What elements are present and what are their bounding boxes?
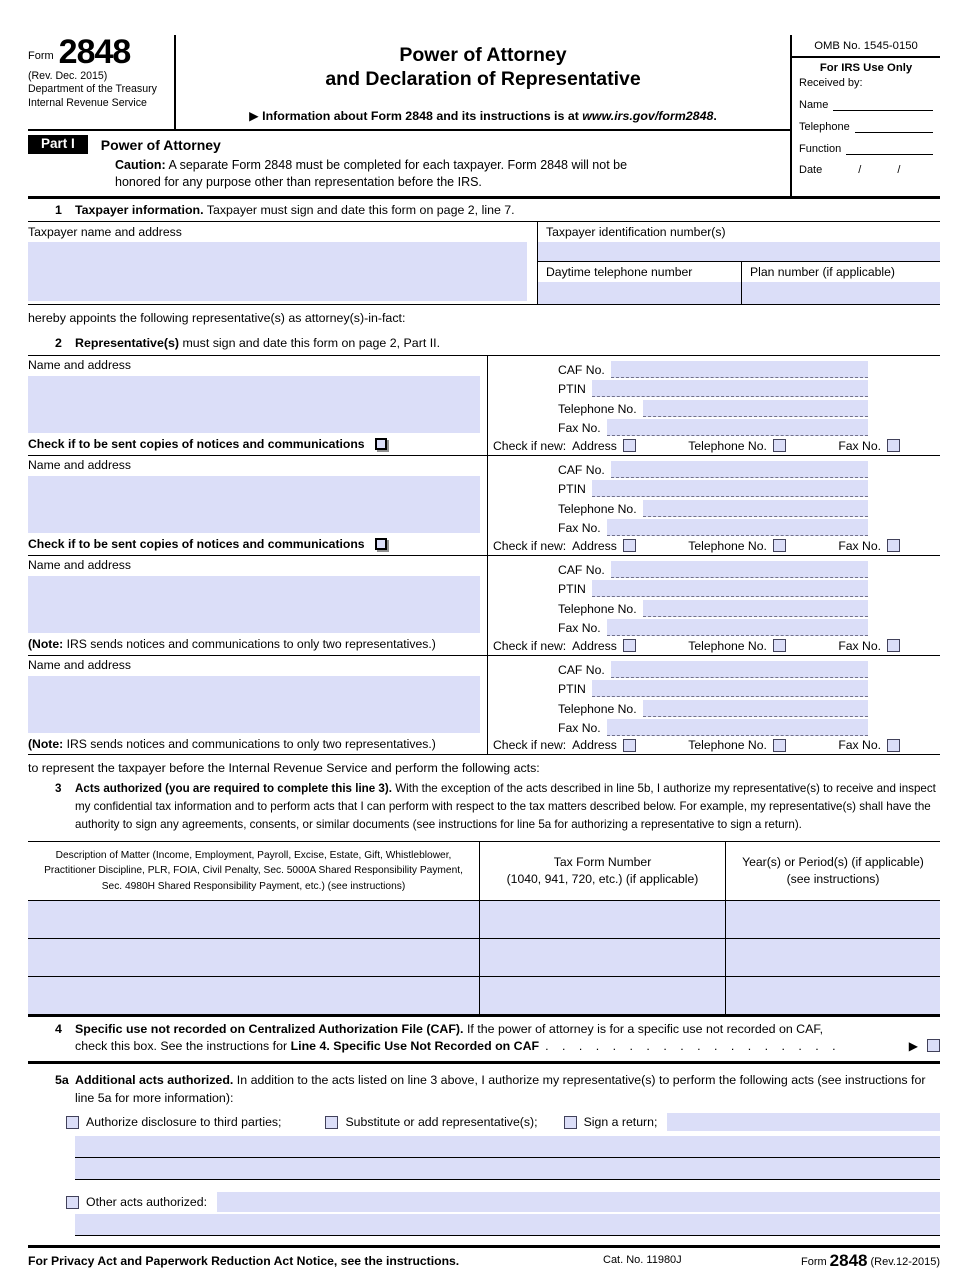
- new-fax-label: Fax No.: [838, 538, 881, 553]
- rep2-fax-label: Fax No.: [558, 521, 601, 535]
- specific-use-checkbox[interactable]: [927, 1039, 940, 1052]
- form-title: Power of Attorney and Declaration of Representative: [325, 44, 641, 91]
- rep2-copies-label: Check if to be sent copies of notices and communications: [28, 537, 365, 551]
- line4-check-row: check this box. See the instructions for Line 4. Specific Use Not Recorded on CAF . . . . . . . . . . . . . . . . . . ▶: [75, 1039, 940, 1053]
- additional-acts-row: [66, 1113, 940, 1131]
- rep3-check-if-new-row: [488, 636, 940, 655]
- form-word: Form: [28, 50, 54, 63]
- taxpayer-info-table: [28, 221, 940, 305]
- rep3-ptin-input[interactable]: [592, 580, 868, 597]
- rep4-fax-label: Fax No.: [558, 721, 601, 735]
- catalog-number: Cat. No. 11980J: [603, 1254, 682, 1267]
- rep2-fax-input[interactable]: [607, 519, 868, 536]
- rep3-name-address-field[interactable]: [28, 576, 480, 633]
- description-of-matter-header: Description of Matter (Income, Employment, Payroll, Excise, Estate, Gift, Whistleblower, Practitioner Discipline, PLR, FOIA, Civil Penalty, Sec. 5000A Shared Responsibility Payment, Sec. 4980H Shared Responsibility Payment, etc.) (see instructions): [28, 842, 480, 900]
- rep4-ptin-input[interactable]: [592, 680, 868, 697]
- form-header: [28, 35, 940, 199]
- additional-acts-field-1[interactable]: [75, 1136, 940, 1158]
- taxpayer-name-address-field[interactable]: [28, 242, 527, 301]
- rep1-telephone-label: Telephone No.: [558, 401, 637, 416]
- rep2-copies-checkbox[interactable]: [375, 538, 387, 550]
- rep1-new-fax-checkbox[interactable]: [887, 439, 900, 452]
- rep1-name-address-label: Name and address: [28, 358, 131, 372]
- line5a-heading: 5a Additional acts authorized. In addition to the acts listed on line 3 above, I authorize my representative(s) to perform the following acts (see instructions for line 5a for more information):: [28, 1064, 940, 1108]
- footer-form-id: Form 2848 (Rev.12-2015): [801, 1251, 940, 1271]
- iu-name-label: Name: [799, 99, 829, 111]
- other-acts-checkbox[interactable]: [66, 1196, 79, 1209]
- iu-name-line: [833, 98, 933, 111]
- rep4-telephone-label: Telephone No.: [558, 701, 637, 716]
- part1-band: [28, 131, 640, 196]
- new-address-label: Address: [572, 538, 617, 553]
- rep3-new-telephone-checkbox[interactable]: [773, 639, 786, 652]
- other-acts-row: [66, 1192, 940, 1212]
- description-field-1[interactable]: [28, 901, 480, 938]
- line2-heading: 2 Representative(s) must sign and date this form on page 2, Part II.: [28, 332, 940, 355]
- rep1-telephone-input[interactable]: [643, 400, 868, 417]
- rep3-new-fax-checkbox[interactable]: [887, 639, 900, 652]
- authorize-disclosure-checkbox[interactable]: [66, 1116, 79, 1129]
- rep1-ptin-input[interactable]: [592, 380, 868, 397]
- date-slash: /: [858, 164, 862, 176]
- privacy-act-notice: For Privacy Act and Paperwork Reduction Act Notice, see the instructions.: [28, 1254, 460, 1269]
- date-slash: /: [897, 164, 901, 176]
- rep3-telephone-input[interactable]: [643, 600, 868, 617]
- rep2-ptin-label: PTIN: [558, 482, 586, 496]
- other-acts-field[interactable]: [217, 1192, 940, 1212]
- rep1-copies-label: Check if to be sent copies of notices and communications: [28, 437, 365, 451]
- rep2-check-if-new-row: [488, 536, 940, 555]
- daytime-phone-label: Daytime telephone number: [546, 265, 693, 279]
- agency-label: Internal Revenue Service: [28, 96, 147, 109]
- rep3-new-address-checkbox[interactable]: [623, 639, 636, 652]
- iu-function-line: [846, 142, 933, 155]
- representative-block-1: [28, 355, 940, 455]
- iu-telephone-line: [855, 120, 933, 133]
- line5a-number: 5a: [55, 1072, 69, 1087]
- iu-function-label: Function: [799, 143, 842, 155]
- line4-number: 4: [55, 1021, 62, 1036]
- years-field-1[interactable]: [726, 901, 940, 938]
- dot-leader: . . . . . . . . . . . . . . . . . .: [545, 1038, 841, 1053]
- part1-badge: Part I: [28, 135, 88, 154]
- substitute-representative-label: Substitute or add representative(s);: [345, 1115, 538, 1130]
- form-number-box: [28, 35, 176, 129]
- acts-table-row-2: [28, 938, 940, 976]
- rep4-new-address-checkbox[interactable]: [623, 739, 636, 752]
- new-telephone-label: Telephone No.: [688, 438, 767, 453]
- rep4-new-fax-checkbox[interactable]: [887, 739, 900, 752]
- new-telephone-label: Telephone No.: [688, 638, 767, 653]
- rep4-name-address-field[interactable]: [28, 676, 480, 733]
- department-label: Department of the Treasury: [28, 83, 157, 96]
- arrow-icon: ▶: [908, 1038, 918, 1053]
- rep4-fax-input[interactable]: [607, 719, 868, 736]
- check-if-new-label: Check if new:: [493, 638, 567, 653]
- arrow-icon: ▶: [249, 109, 259, 123]
- iu-date-label: Date: [799, 164, 823, 176]
- rep2-new-telephone-checkbox[interactable]: [773, 539, 786, 552]
- other-acts-label: Other acts authorized:: [86, 1195, 207, 1210]
- tax-form-field-2[interactable]: [480, 939, 726, 976]
- omb-number: OMB No. 1545-0150: [792, 35, 940, 58]
- line1-heading: 1 Taxpayer information. Taxpayer must sign and date this form on page 2, line 7.: [28, 199, 940, 221]
- rep1-caf-input[interactable]: [611, 361, 868, 378]
- rep2-caf-label: CAF No.: [558, 462, 605, 477]
- rep1-ptin-label: PTIN: [558, 382, 586, 396]
- representative-block-4: [28, 655, 940, 755]
- received-by-label: Received by:: [799, 77, 863, 89]
- rep1-fax-input[interactable]: [607, 419, 868, 436]
- rep1-copies-checkbox[interactable]: [375, 438, 387, 450]
- taxpayer-name-address-label: Taxpayer name and address: [28, 225, 182, 239]
- new-address-label: Address: [572, 638, 617, 653]
- caution-text: Caution: A separate Form 2848 must be completed for each taxpayer. Form 2848 will not be honored for any purpose other than representation before the IRS.: [115, 158, 628, 189]
- line4-heading: 4 Specific use not recorded on Centralized Authorization File (CAF). If the power of attorney is for a specific use not recorded on CAF,: [28, 1022, 940, 1036]
- rep4-check-if-new-row: [488, 736, 940, 754]
- description-field-3[interactable]: [28, 977, 480, 1014]
- additional-acts-field-2[interactable]: [75, 1158, 940, 1180]
- new-address-label: Address: [572, 738, 617, 752]
- rep1-new-address-checkbox[interactable]: [623, 439, 636, 452]
- other-acts-field-2[interactable]: [75, 1214, 940, 1236]
- iu-telephone-label: Telephone: [799, 121, 850, 133]
- new-fax-label: Fax No.: [838, 738, 881, 752]
- hereby-appoints-text: hereby appoints the following representative(s) as attorney(s)-in-fact:: [28, 311, 406, 325]
- tax-form-field-3[interactable]: [480, 977, 726, 1014]
- rep3-caf-input[interactable]: [611, 561, 868, 578]
- rep1-check-if-new-row: [488, 436, 940, 455]
- tax-form-field-1[interactable]: [480, 901, 726, 938]
- years-periods-header: Year(s) or Period(s) (if applicable) (see instructions): [742, 855, 924, 886]
- tin-field[interactable]: [538, 242, 940, 262]
- substitute-representative-checkbox[interactable]: [325, 1116, 338, 1129]
- rep3-fax-label: Fax No.: [558, 621, 601, 635]
- representative-block-2: [28, 455, 940, 555]
- years-field-3[interactable]: [726, 977, 940, 1014]
- new-address-label: Address: [572, 438, 617, 453]
- line3-number: 3: [55, 782, 62, 795]
- line2-number: 2: [55, 336, 62, 350]
- rep4-note: (Note: IRS sends notices and communications to only two representatives.): [28, 736, 436, 751]
- rep3-telephone-label: Telephone No.: [558, 601, 637, 616]
- rep2-name-address-field[interactable]: [28, 476, 480, 533]
- rep3-fax-input[interactable]: [607, 619, 868, 636]
- rep4-ptin-label: PTIN: [558, 682, 586, 696]
- line4-section: [28, 1017, 940, 1064]
- line1-number: 1: [55, 203, 62, 217]
- rep2-name-address-label: Name and address: [28, 458, 131, 472]
- representative-block-3: [28, 555, 940, 655]
- rep2-telephone-input[interactable]: [643, 500, 868, 517]
- acts-table-header: [28, 842, 940, 900]
- line3-paragraph: 3 Acts authorized (you are required to complete this line 3). With the exception of the acts described in line 5b, I authorize my representative(s) to receive and inspect my confidential tax information and to perform acts that I can perform with respect to the tax matters described below. For example, my representative(s) shall have the authority to sign any agreements, consents, or similar documents (see instructions for line 5a for authorizing a representative to sign a return).: [28, 777, 940, 838]
- irs-use-only-title: For IRS Use Only: [819, 62, 913, 74]
- description-field-2[interactable]: [28, 939, 480, 976]
- page-footer: [28, 1245, 940, 1271]
- rep1-name-address-field[interactable]: [28, 376, 480, 433]
- acts-table-row-3: [28, 976, 940, 1014]
- rep4-caf-input[interactable]: [611, 661, 868, 678]
- rep1-new-telephone-checkbox[interactable]: [773, 439, 786, 452]
- rep2-new-fax-checkbox[interactable]: [887, 539, 900, 552]
- rep4-telephone-input[interactable]: [643, 700, 868, 717]
- years-field-2[interactable]: [726, 939, 940, 976]
- rep3-caf-label: CAF No.: [558, 562, 605, 577]
- authorize-disclosure-label: Authorize disclosure to third parties;: [86, 1115, 282, 1130]
- sign-return-checkbox[interactable]: [564, 1116, 577, 1129]
- represent-intro-text: to represent the taxpayer before the Internal Revenue Service and perform the following acts:: [28, 761, 540, 775]
- rep1-fax-label: Fax No.: [558, 421, 601, 435]
- tax-form-number-header: Tax Form Number (1040, 941, 720, etc.) (if applicable): [480, 842, 726, 900]
- rep3-name-address-label: Name and address: [28, 558, 131, 572]
- form-revision: (Rev. Dec. 2015): [28, 70, 108, 83]
- tin-label: Taxpayer identification number(s): [546, 225, 726, 239]
- check-if-new-label: Check if new:: [493, 538, 567, 553]
- new-fax-label: Fax No.: [838, 438, 881, 453]
- rep2-new-address-checkbox[interactable]: [623, 539, 636, 552]
- new-telephone-label: Telephone No.: [688, 538, 767, 553]
- sign-return-label: Sign a return;: [583, 1115, 658, 1130]
- rep4-name-address-label: Name and address: [28, 658, 131, 672]
- new-fax-label: Fax No.: [838, 638, 881, 653]
- info-line: ▶ Information about Form 2848 and its instructions is at www.irs.gov/form2848.: [249, 109, 717, 123]
- form-number: 2848: [58, 33, 131, 71]
- irs-use-only-box: [790, 35, 940, 196]
- part1-heading: Power of Attorney: [100, 136, 221, 153]
- rep2-caf-input[interactable]: [611, 461, 868, 478]
- rep4-new-telephone-checkbox[interactable]: [773, 739, 786, 752]
- sign-return-field[interactable]: [667, 1113, 940, 1131]
- plan-number-field[interactable]: [742, 282, 940, 304]
- daytime-phone-field[interactable]: [538, 282, 741, 304]
- plan-number-label: Plan number (if applicable): [750, 265, 895, 279]
- rep1-caf-label: CAF No.: [558, 362, 605, 377]
- rep2-ptin-input[interactable]: [592, 480, 868, 497]
- irs-url: www.irs.gov/form2848: [582, 109, 714, 123]
- acts-authorized-table: [28, 841, 940, 1017]
- rep4-caf-label: CAF No.: [558, 662, 605, 677]
- check-if-new-label: Check if new:: [493, 738, 567, 752]
- acts-table-row-1: [28, 900, 940, 938]
- check-if-new-label: Check if new:: [493, 438, 567, 453]
- rep3-ptin-label: PTIN: [558, 582, 586, 596]
- rep2-telephone-label: Telephone No.: [558, 501, 637, 516]
- new-telephone-label: Telephone No.: [688, 738, 767, 752]
- rep3-note: (Note: IRS sends notices and communications to only two representatives.): [28, 637, 436, 651]
